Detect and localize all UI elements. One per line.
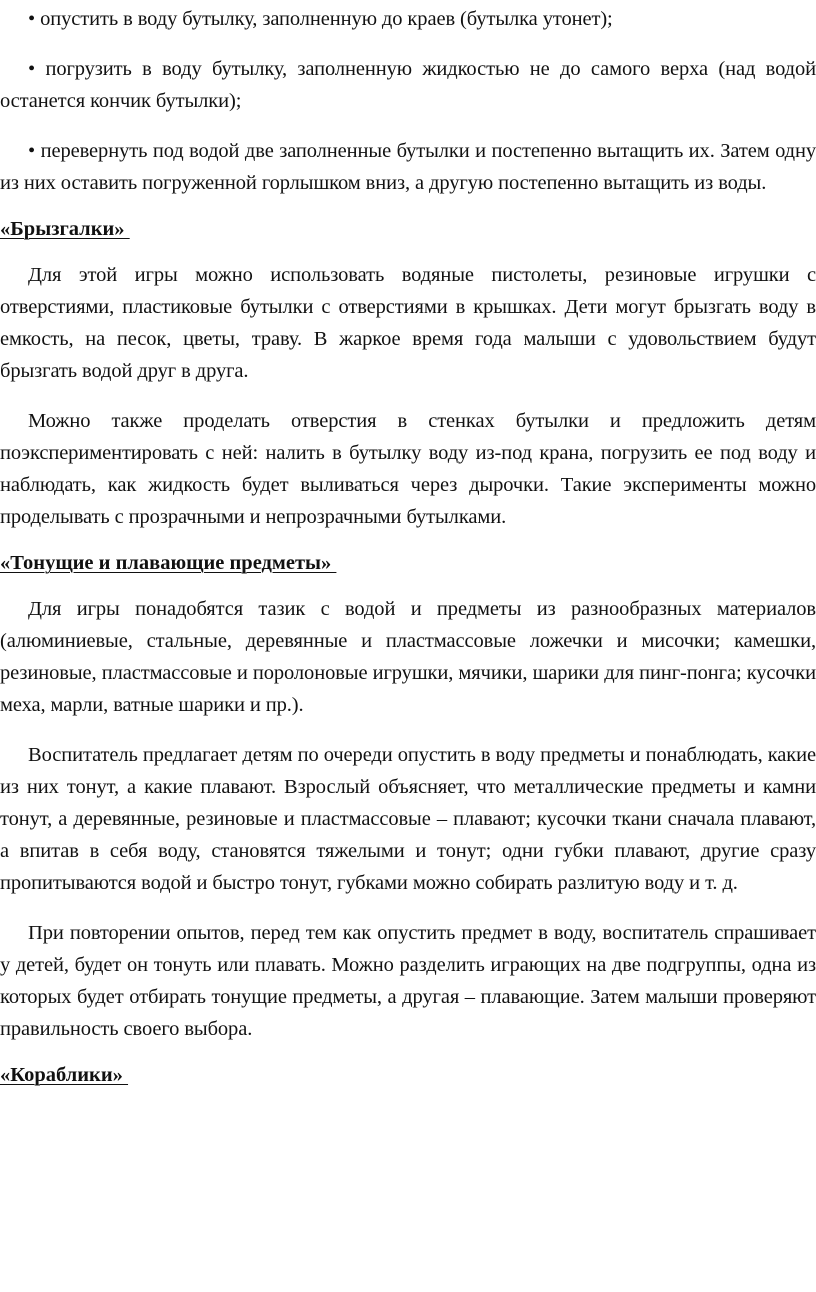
- bullet-item: • опустить в воду бутылку, заполненную до краев (бутылка утонет);: [28, 8, 613, 30]
- bullet-item: • погрузить в воду бутылку, заполненную жидкостью не до самого верха (над водой останется кончик бутылки);: [0, 58, 816, 112]
- paragraph: При повторении опытов, перед тем как опустить предмет в воду, воспитатель спрашивает у детей, будет он тонуть или плавать. Можно разделить играющих на две подгруппы, одна из которых будет отбирать тонущие предметы, а другая – плавающие. Затем малыши проверяют правильность своего выбора.: [0, 922, 816, 1040]
- bullet-item: • перевернуть под водой две заполненные бутылки и постепенно вытащить их. Затем одну из них оставить погруженной горлышком вниз, а другую постепенно вытащить из воды.: [0, 140, 816, 194]
- paragraph: Для этой игры можно использовать водяные пистолеты, резиновые игрушки с отверстиями, пластиковые бутылки с отверстиями в крышках. Дети могут брызгать воду в емкость, на песок, цветы, траву. В жаркое время года малыши с удовольствием будут брызгать водой друг в друга.: [0, 264, 816, 382]
- section-heading-bryzgalki: «Брызгалки»: [0, 218, 130, 240]
- section-heading-korabliki: «Кораблики»: [0, 1064, 129, 1086]
- paragraph: Можно также проделать отверстия в стенках бутылки и предложить детям поэкспериментировать с ней: налить в бутылку воду из-под крана, погрузить ее под воду и наблюдать, как жидкость будет выливаться через дырочки. Такие эксперименты можно проделывать с прозрачными и непрозрачными бутылками.: [0, 410, 816, 528]
- paragraph: Для игры понадобятся тазик с водой и предметы из разнообразных материалов (алюминиевые, стальные, деревянные и пластмассовые ложечки и мисочки; камешки, резиновые, пластмассовые и поролоновые игрушки, мячики, шарики для пинг-понга; кусочки меха, марли, ватные шарики и пр.).: [0, 598, 816, 716]
- paragraph: Воспитатель предлагает детям по очереди опустить в воду предметы и понаблюдать, какие из них тонут, а какие плавают. Взрослый объясняет, что металлические предметы и камни тонут, а деревянные, резиновые и пластмассовые – плавают; кусочки ткани сначала плавают, а впитав в себя воду, становятся тяжелыми и тонут; одни губки плавают, другие сразу пропитываются водой и быстро тонут, губками можно собирать разлитую воду и т. д.: [0, 744, 816, 894]
- section-heading-sinking-floating: «Тонущие и плавающие предметы»: [0, 552, 337, 574]
